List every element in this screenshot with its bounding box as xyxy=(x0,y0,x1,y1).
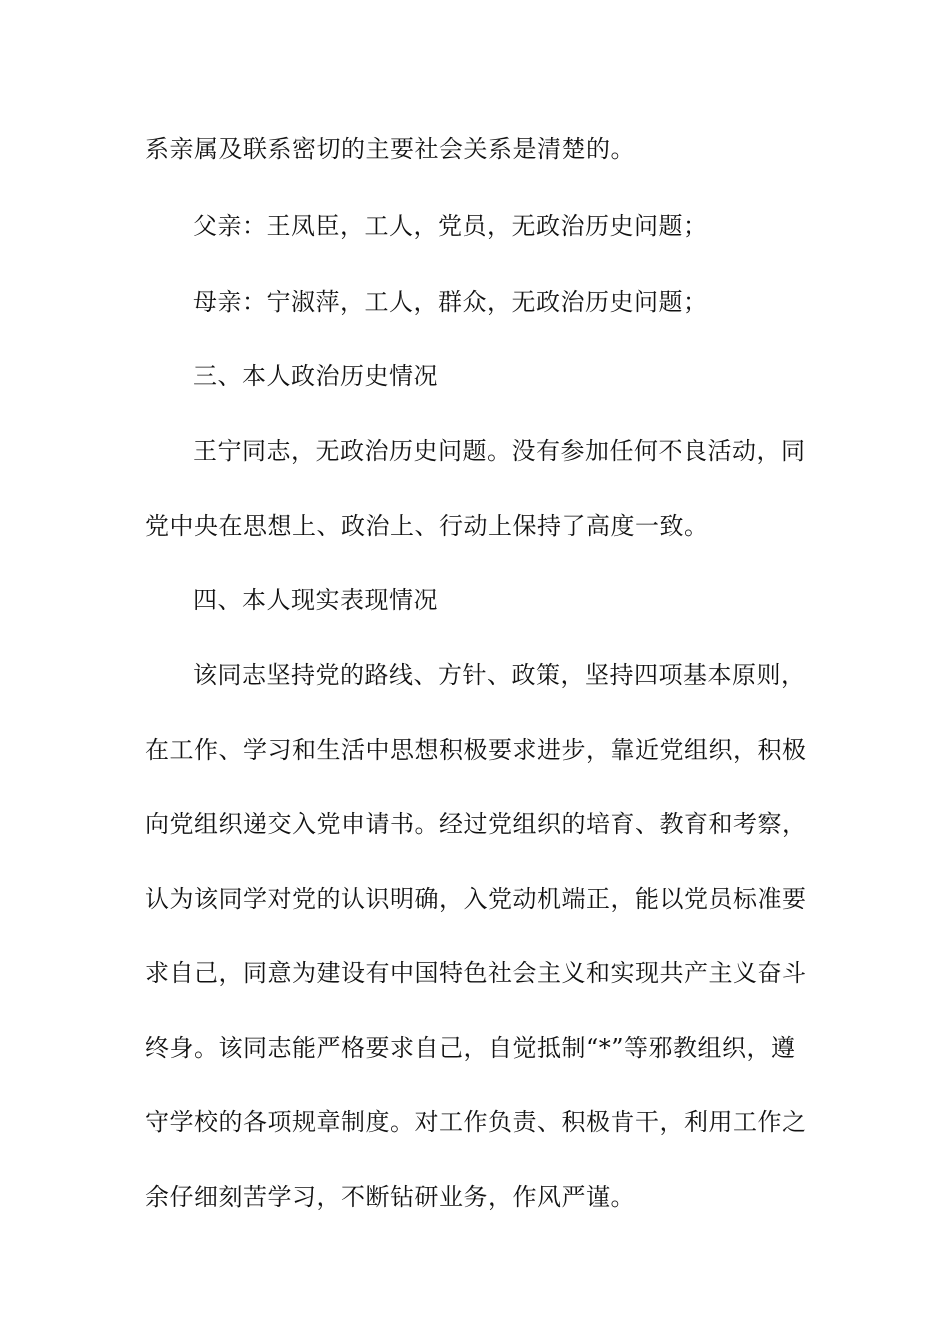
text-line: 该同志坚持党的路线、方针、政策，坚持四项基本原则， xyxy=(193,661,806,689)
text-line: 求自己，同意为建设有中国特色社会主义和实现共产主义奋斗 xyxy=(145,959,807,987)
text-line: 王宁同志，无政治历史问题。没有参加任何不良活动，同 xyxy=(193,437,806,465)
text-line: 系亲属及联系密切的主要社会关系是清楚的。 xyxy=(145,135,635,163)
text-line: 终身。该同志能严格要求自己，自觉抵制“*”等邪教组织，遵 xyxy=(145,1034,796,1062)
text-line: 父亲：王凤臣，工人，党员，无政治历史问题； xyxy=(193,212,708,240)
section-heading: 四、本人现实表现情况 xyxy=(193,586,438,614)
text-line: 认为该同学对党的认识明确，入党动机端正，能以党员标准要 xyxy=(145,885,807,913)
text-line: 母亲：宁淑萍，工人，群众，无政治历史问题； xyxy=(193,288,708,316)
text-line: 向党组织递交入党申请书。经过党组织的培育、教育和考察， xyxy=(145,810,807,838)
text-line: 守学校的各项规章制度。对工作负责、积极肯干，利用工作之 xyxy=(145,1108,807,1136)
section-heading: 三、本人政治历史情况 xyxy=(193,362,438,390)
text-line: 在工作、学习和生活中思想积极要求进步，靠近党组织，积极 xyxy=(145,736,807,764)
text-line: 余仔细刻苦学习，不断钻研业务，作风严谨。 xyxy=(145,1183,635,1211)
text-line: 党中央在思想上、政治上、行动上保持了高度一致。 xyxy=(145,512,709,540)
